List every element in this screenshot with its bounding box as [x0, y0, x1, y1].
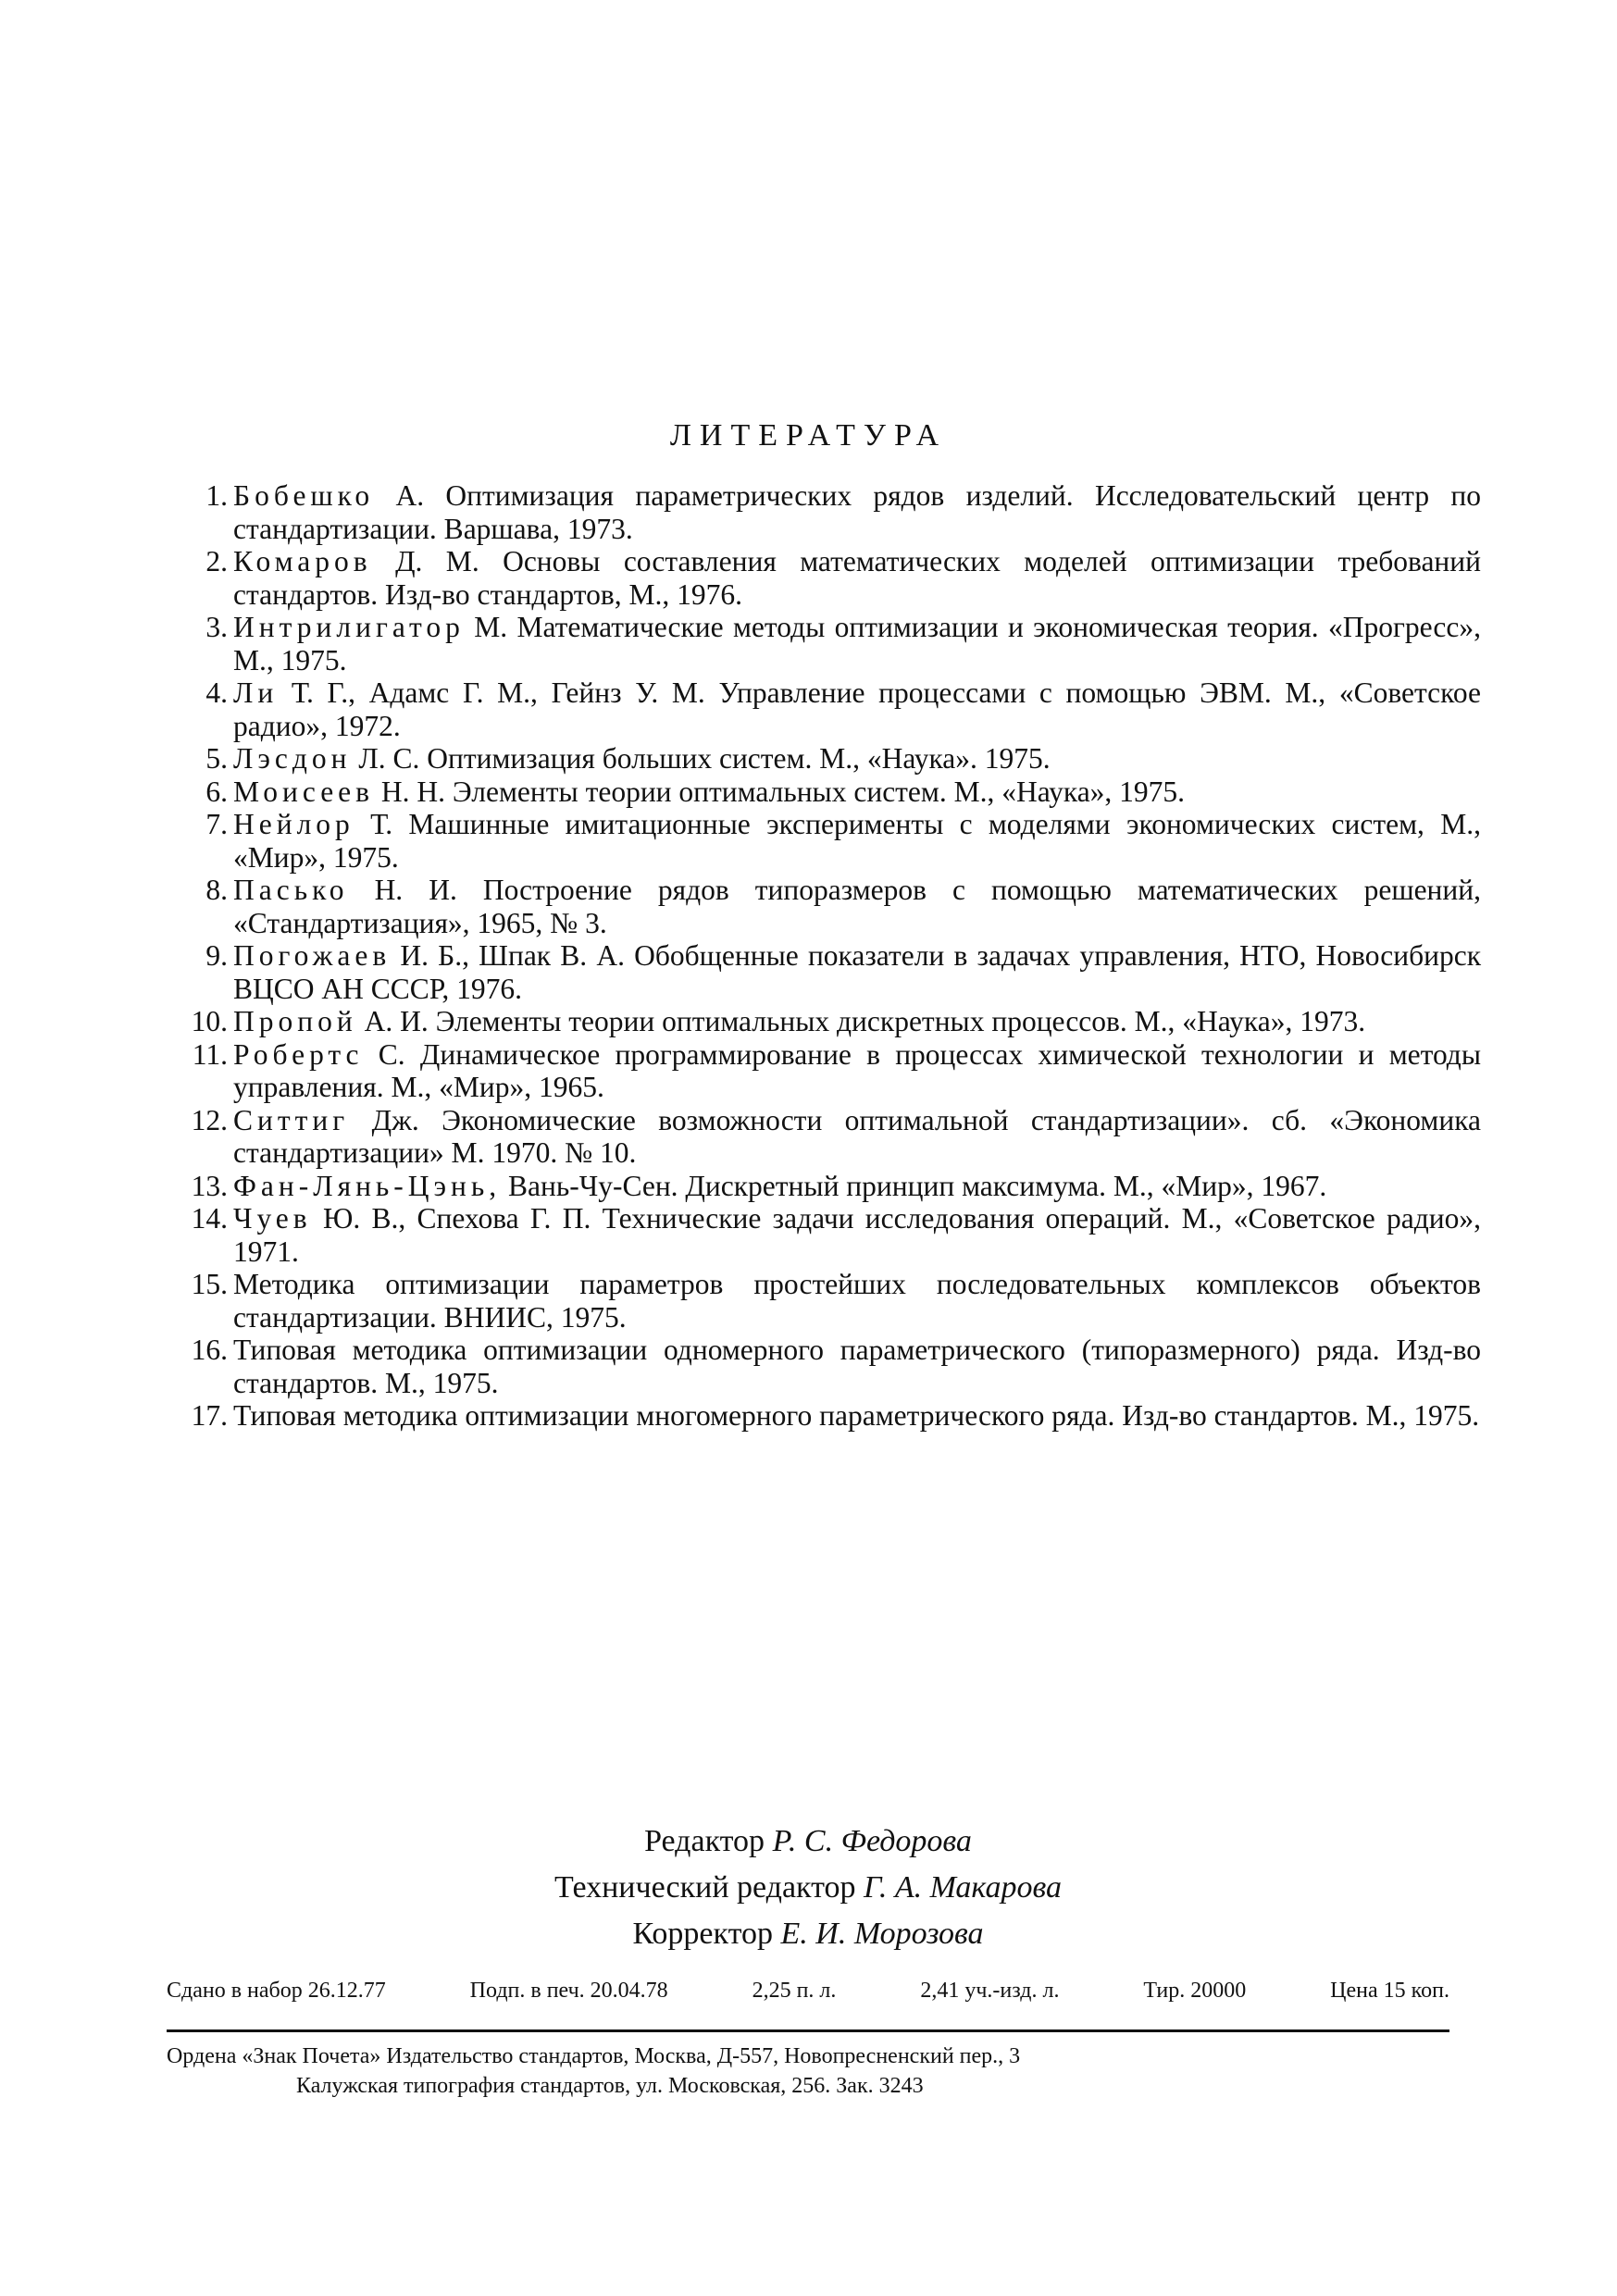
reference-number: 13.: [191, 1169, 228, 1202]
divider: [167, 2029, 1449, 2032]
page-title: ЛИТЕРАТУРА: [669, 418, 948, 453]
imprint-part: Подп. в печ. 20.04.78: [469, 1979, 668, 2003]
printer-info: [167, 2042, 1449, 2101]
reference-text: Ю. В., Спехова Г. П. Технические задачи исследования операций. М., «Советское радио», 1971.: [233, 1202, 1481, 1268]
reference-item: [185, 479, 1481, 545]
printer-line-1: Ордена «Знак Почета» Издательство стандартов, Москва, Д-557, Новопресненский пер., 3: [167, 2044, 1021, 2068]
reference-number: 6.: [205, 775, 228, 808]
reference-item: [185, 545, 1481, 611]
reference-number: 17.: [191, 1399, 228, 1432]
reference-number: 8.: [205, 874, 228, 906]
reference-item: [185, 676, 1481, 742]
reference-author: Фан-Лянь-Цэнь,: [233, 1169, 502, 1202]
imprint-part: Сдано в набор 26.12.77: [167, 1979, 386, 2003]
reference-text: Методика оптимизации параметров простейших последовательных комплексов объектов стандартизации. ВНИИС, 1975.: [233, 1268, 1481, 1334]
credit-name: Р. С. Федорова: [772, 1824, 972, 1858]
reference-item: [185, 1202, 1481, 1268]
credit-line: [0, 1865, 1617, 1911]
reference-author: Моисеев: [233, 775, 375, 808]
reference-author: Ли: [233, 676, 279, 709]
imprint-part: Цена 15 коп.: [1330, 1979, 1449, 2003]
printer-line-2: Калужская типография стандартов, ул. Московская, 256. Зак. 3243: [296, 2074, 924, 2098]
reference-author: Комаров: [233, 545, 372, 577]
reference-text: И. Б., Шпак В. А. Обобщенные показатели в задачах управления, НТО, Новосибирск ВЦСО АН СССР, 1976.: [233, 939, 1481, 1005]
reference-text: Типовая методика оптимизации многомерного параметрического ряда. Изд-во стандартов. М., 1975.: [233, 1399, 1480, 1432]
credit-role: Редактор: [644, 1824, 765, 1858]
reference-item: [185, 611, 1481, 676]
reference-text: А. И. Элементы теории оптимальных дискретных процессов. М., «Наука», 1973.: [364, 1005, 1366, 1037]
reference-number: 12.: [191, 1103, 228, 1136]
reference-number: 3.: [205, 611, 228, 643]
reference-text: Т. Машинные имитационные эксперименты с моделями экономических систем, М., «Мир», 1975.: [233, 808, 1481, 874]
reference-item: [185, 1104, 1481, 1170]
reference-author: Интрилигатор: [233, 611, 465, 643]
reference-text: Дж. Экономические возможности оптимальной стандартизации». сб. «Экономика стандартизации» М. 1970. № 10.: [233, 1103, 1481, 1169]
reference-item: [185, 1038, 1481, 1104]
reference-text: Вань-Чу-Сен. Дискретный принцип максимума. М., «Мир», 1967.: [508, 1169, 1327, 1202]
imprint-part: 2,41 уч.-изд. л.: [920, 1979, 1060, 2003]
credit-name: Е. И. Морозова: [780, 1917, 984, 1951]
imprint-part: Тир. 20000: [1143, 1979, 1247, 2003]
reference-number: 5.: [205, 742, 228, 775]
reference-author: Погожаев: [233, 939, 392, 972]
imprint-line: [167, 1979, 1449, 2004]
reference-author: Пасько: [233, 874, 349, 906]
reference-number: 16.: [191, 1334, 228, 1366]
reference-author: Бобешко: [233, 479, 375, 512]
credit-line: [0, 1911, 1617, 1957]
reference-item: [185, 808, 1481, 874]
reference-number: 2.: [205, 545, 228, 577]
reference-text: Типовая методика оптимизации одномерного параметрического (типоразмерного) ряда. Изд-во стандартов. М., 1975.: [233, 1334, 1481, 1399]
reference-text: Л. С. Оптимизация больших систем. М., «Наука». 1975.: [358, 742, 1051, 775]
credit-role: Технический редактор: [554, 1870, 856, 1905]
credit-role: Корректор: [632, 1917, 773, 1951]
reference-text: С. Динамическое программирование в процессах химической технологии и методы управления. М., «Мир», 1965.: [233, 1037, 1482, 1103]
reference-item: [185, 1334, 1481, 1399]
reference-number: 9.: [205, 939, 228, 972]
reference-text: А. Оптимизация параметрических рядов изделий. Исследовательский центр по стандартизации. Варшава, 1973.: [233, 479, 1481, 545]
reference-item: [185, 1170, 1481, 1203]
reference-number: 1.: [205, 479, 228, 512]
reference-author: Нейлор: [233, 808, 354, 840]
imprint-parts: [167, 1979, 1449, 2004]
reference-item: [185, 776, 1481, 809]
reference-item: [185, 939, 1481, 1005]
reference-item: [185, 1005, 1481, 1038]
reference-text: Н. И. Построение рядов типоразмеров с помощью математических решений, «Стандартизация», 1965, № 3.: [233, 874, 1481, 939]
reference-item: [185, 1268, 1481, 1334]
reference-number: 11.: [192, 1037, 228, 1071]
credit-line: [0, 1818, 1617, 1865]
reference-list: [185, 479, 1481, 1433]
reference-number: 4.: [205, 676, 228, 709]
reference-text: Н. Н. Элементы теории оптимальных систем. М., «Наука», 1975.: [380, 775, 1186, 808]
reference-number: 7.: [205, 808, 228, 840]
reference-item: [185, 874, 1481, 939]
reference-text: Т. Г., Адамс Г. М., Гейнз У. М. Управление процессами с помощью ЭВМ. М., «Советское радио», 1972.: [233, 676, 1481, 742]
reference-text: М. Математические методы оптимизации и экономическая теория. «Прогресс», М., 1975.: [233, 611, 1481, 676]
reference-author: Робертс: [233, 1037, 364, 1071]
reference-item: [185, 742, 1481, 776]
reference-author: Лэсдон: [233, 742, 352, 775]
credit-name: Г. А. Макарова: [864, 1870, 1063, 1905]
reference-number: 10.: [191, 1005, 228, 1037]
reference-author: Пропой: [233, 1005, 357, 1037]
imprint-part: 2,25 п. л.: [752, 1979, 837, 2003]
reference-number: 14.: [191, 1202, 228, 1235]
reference-author: Ситтиг: [233, 1103, 350, 1136]
credits-block: [0, 1818, 1617, 1957]
reference-item: [185, 1399, 1481, 1433]
reference-number: 15.: [191, 1268, 228, 1300]
reference-author: Чуев: [233, 1202, 312, 1235]
reference-text: Д. М. Основы составления математических моделей оптимизации требований стандартов. Изд-во стандартов, М., 1976.: [233, 545, 1482, 611]
